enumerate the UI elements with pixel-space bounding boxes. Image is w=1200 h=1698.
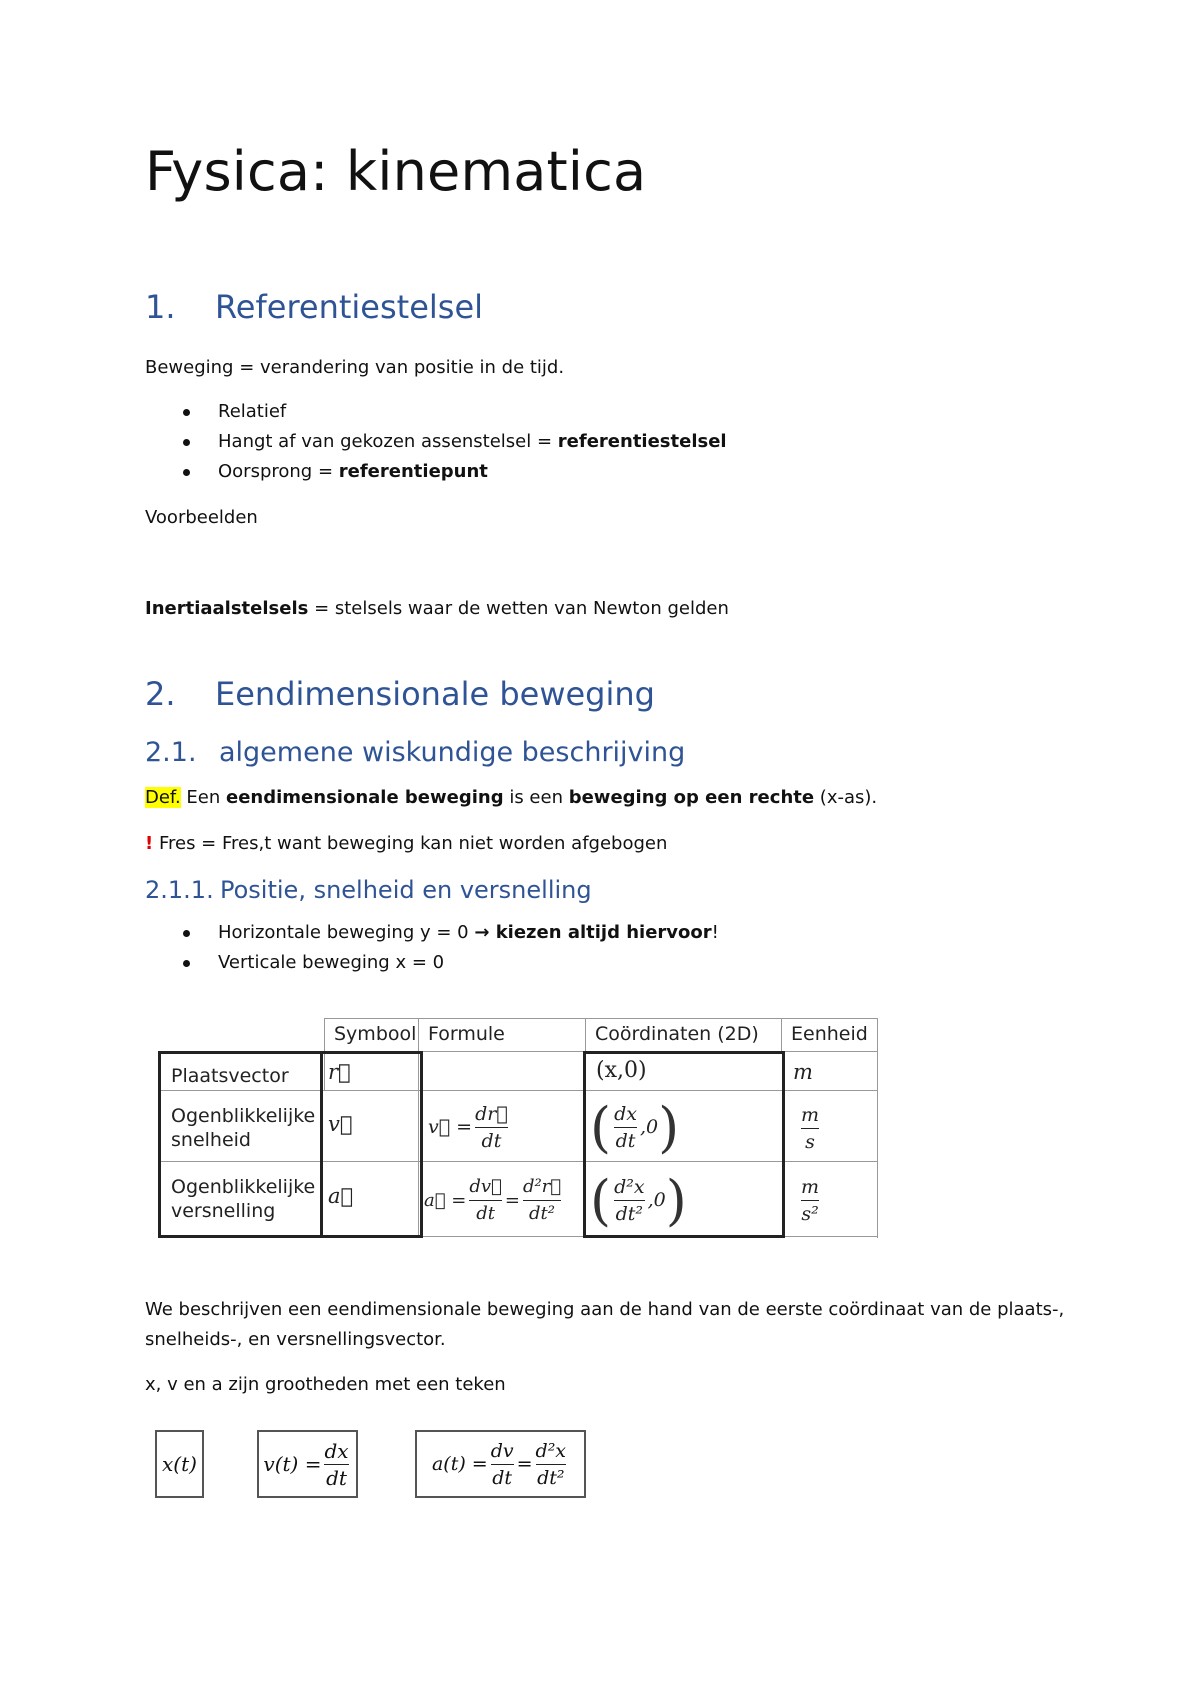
unit-ms2: $\frac{m}{\text{s²}}$ [801,1175,820,1225]
kinematics-table [158,1018,878,1238]
bullet-icon [183,409,190,416]
bullet-text: Relatief [218,401,287,422]
row-label: Ogenblikkelijke snelheid [171,1105,316,1151]
row-label: Ogenblikkelijke versnelling [171,1176,316,1222]
formula-a: a⃗ = $\frac{dv⃗}{dt}$ = $\frac{\text{d²r⃗}}{\text{dt²}}$ [424,1167,584,1233]
arrow-right-icon: → [474,922,490,943]
table-header: Eenheid [791,1023,868,1045]
paragraph-beweging: Beweging = verandering van positie in de tijd. [145,357,565,378]
bullet-text: Oorsprong = referentiepunt [218,461,488,482]
paragraph-description-line1: We beschrijven een eendimensionale beweging aan de hand van de eerste coördinaat van de plaats-, [145,1299,1065,1320]
formula-box-acceleration: a(t) = $\frac{dv}{dt}$ = $\frac{\text{d²x}}{\text{dt²}}$ [415,1430,586,1498]
bullet-icon [183,930,190,937]
coord-v: ( $\frac{dx}{dt}$ ,0 ) [590,1095,680,1159]
section-title: Eendimensionale beweging [215,675,655,713]
section-title: algemene wiskundige beschrijving [219,737,686,768]
section-number: 2.1. [145,737,197,768]
paragraph-inertiaalstelsels: Inertiaalstelsels = stelsels waar de wetten van Newton gelden [145,598,729,619]
subsection-heading-2-1-1 [145,876,592,904]
symbol-a: a⃗ [328,1184,354,1208]
section-title: Referentiestelsel [215,288,484,326]
section-heading-2 [145,675,655,713]
subsection-heading-2-1 [145,737,685,768]
paragraph-definition: Def. Een eendimensionale beweging is een beweging op een rechte (x-as). [145,787,878,808]
bullet-text: Verticale beweging x = 0 [218,952,445,973]
unit-ms: $\frac{m}{s}$ [801,1103,820,1153]
paragraph-description-line2: snelheids-, en versnellingsvector. [145,1329,446,1350]
bullet-text: Horizontale beweging y = 0 → kiezen altijd hiervoor! [218,922,719,943]
bullet-text: Hangt af van gekozen assenstelsel = referentiestelsel [218,431,727,452]
unit-m: m [793,1060,813,1084]
bullet-icon [183,469,190,476]
section-number: 2.1.1. [145,876,214,904]
section-title: Positie, snelheid en versnelling [220,876,592,904]
paragraph-voorbeelden: Voorbeelden [145,507,258,528]
section-heading-1 [145,288,483,326]
symbol-r: r⃗ [328,1060,351,1084]
section-number: 1. [145,288,176,326]
table-header: Coördinaten (2D) [595,1023,759,1045]
table-header: Symbool [334,1023,417,1045]
highlight-def: Def. [145,787,181,808]
page-title: Fysica: kinematica [145,140,647,203]
bullet-icon [183,960,190,967]
symbol-v: v⃗ [328,1112,353,1136]
formula-v: v⃗ = $\frac{dr⃗}{dt}$ [428,1102,508,1152]
coord-r: (x,0) [596,1058,647,1083]
paragraph-teken: x, v en a zijn grootheden met een teken [145,1374,506,1395]
bullet-icon [183,439,190,446]
section-number: 2. [145,675,176,713]
formula-box-position: x(t) [155,1430,204,1498]
coord-a: ( $\frac{\text{d²x}}{\text{dt²}}$ ,0 ) [590,1168,687,1232]
table-header: Formule [428,1023,505,1045]
paragraph-fres: ! Fres = Fres,t want beweging kan niet worden afgebogen [145,833,668,854]
table-line [877,1018,878,1238]
row-label: Plaatsvector [171,1065,289,1087]
formula-box-velocity: v(t) = $\frac{dx}{dt}$ [257,1430,358,1498]
exclamation-mark: ! [145,833,154,854]
